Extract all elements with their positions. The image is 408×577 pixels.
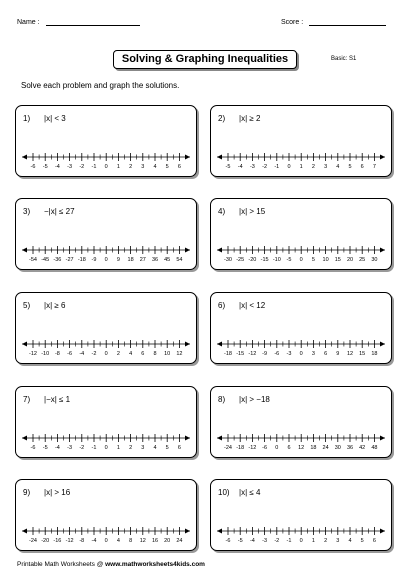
tick-label: 2: [311, 164, 315, 170]
footer: [17, 561, 205, 568]
arrow-right-icon: [380, 529, 385, 534]
tick-label: 4: [153, 164, 157, 170]
tick-label: 0: [104, 257, 108, 263]
number-line[interactable]: [211, 106, 393, 178]
tick-label: -10: [41, 351, 50, 357]
tick-label: -8: [54, 351, 60, 357]
problem-inequality: |x| ≥ 2: [239, 114, 261, 123]
tick-label: -6: [30, 445, 36, 451]
arrow-right-icon: [380, 436, 385, 441]
tick-label: 6: [360, 164, 364, 170]
tick-label: -5: [286, 257, 292, 263]
problem-card: [210, 386, 392, 458]
tick-label: 9: [336, 351, 340, 357]
tick-label: 5: [360, 538, 364, 544]
arrow-right-icon: [380, 248, 385, 253]
tick-label: 2: [116, 351, 120, 357]
tick-label: 42: [359, 445, 366, 451]
problem-number: 4): [218, 207, 226, 216]
tick-label: 1: [311, 538, 315, 544]
tick-label: 3: [324, 164, 328, 170]
tick-label: 0: [287, 164, 291, 170]
tick-label: 25: [359, 257, 366, 263]
problem-number: 1): [23, 114, 31, 123]
tick-label: 1: [116, 445, 120, 451]
arrow-right-icon: [185, 436, 190, 441]
tick-label: -15: [260, 257, 269, 263]
level-badge: Basic: S1: [331, 56, 357, 62]
tick-label: 0: [104, 445, 108, 451]
tick-label: 12: [346, 351, 354, 357]
tick-label: -6: [30, 164, 36, 170]
tick-label: 0: [299, 351, 303, 357]
tick-label: -24: [224, 445, 232, 451]
tick-label: -1: [91, 445, 97, 451]
tick-label: 24: [322, 445, 329, 451]
tick-label: -4: [54, 164, 60, 170]
tick-label: 6: [177, 445, 181, 451]
problem-inequality: |x| < 3: [44, 114, 66, 123]
tick-label: -20: [248, 257, 257, 263]
problem-card: [15, 105, 197, 177]
problem-inequality: |x| > 16: [44, 488, 71, 497]
number-line[interactable]: [211, 199, 393, 271]
tick-label: 12: [139, 538, 146, 544]
problem-inequality: |−x| ≤ 1: [44, 395, 71, 404]
arrow-left-icon: [217, 436, 222, 441]
tick-label: 10: [322, 257, 329, 263]
problem-number: 2): [218, 114, 226, 123]
tick-label: 3: [141, 445, 145, 451]
tick-label: -3: [286, 351, 292, 357]
tick-label: -4: [54, 445, 60, 451]
tick-label: 4: [116, 538, 120, 544]
number-line[interactable]: [16, 480, 198, 552]
arrow-left-icon: [22, 436, 27, 441]
number-line[interactable]: [16, 293, 198, 365]
tick-label: -3: [249, 164, 255, 170]
tick-label: 45: [164, 257, 171, 263]
arrow-left-icon: [22, 155, 27, 160]
tick-label: -2: [262, 164, 268, 170]
problem-number: 6): [218, 301, 226, 310]
number-line[interactable]: [16, 387, 198, 459]
tick-label: -4: [91, 538, 97, 544]
tick-label: -5: [42, 445, 48, 451]
arrow-left-icon: [22, 342, 27, 347]
tick-label: 1: [299, 164, 303, 170]
arrow-left-icon: [22, 529, 27, 534]
tick-label: 6: [141, 351, 145, 357]
tick-label: 27: [139, 257, 146, 263]
tick-label: 18: [310, 445, 317, 451]
tick-label: 3: [336, 538, 340, 544]
tick-label: -12: [65, 538, 74, 544]
problem-card: [15, 198, 197, 270]
tick-label: -30: [224, 257, 232, 263]
tick-label: -12: [248, 445, 257, 451]
tick-label: -12: [29, 351, 37, 357]
tick-label: -20: [41, 538, 50, 544]
tick-label: 30: [334, 445, 341, 451]
problem-card: [210, 198, 392, 270]
tick-label: -6: [225, 538, 231, 544]
tick-label: -6: [274, 351, 280, 357]
tick-label: 6: [177, 164, 181, 170]
tick-label: 10: [164, 351, 171, 357]
arrow-left-icon: [22, 248, 27, 253]
tick-label: 36: [346, 445, 354, 451]
tick-label: -45: [41, 257, 50, 263]
tick-label: 20: [346, 257, 354, 263]
tick-label: 18: [371, 351, 378, 357]
tick-label: -18: [77, 257, 86, 263]
problem-inequality: |x| > −18: [239, 395, 270, 404]
tick-label: -18: [236, 445, 245, 451]
tick-label: 15: [334, 257, 341, 263]
arrow-left-icon: [217, 248, 222, 253]
tick-label: -1: [286, 538, 292, 544]
problem-number: 3): [23, 207, 31, 216]
tick-label: 16: [151, 538, 159, 544]
tick-label: 12: [298, 445, 305, 451]
number-line[interactable]: [211, 387, 393, 459]
instructions: Solve each problem and graph the solutions.: [21, 81, 180, 90]
problem-number: 7): [23, 395, 31, 404]
tick-label: 7: [372, 164, 376, 170]
tick-label: 24: [176, 538, 183, 544]
tick-label: 0: [299, 538, 303, 544]
arrow-right-icon: [380, 155, 385, 160]
tick-label: -3: [262, 538, 268, 544]
problem-inequality: |x| < 12: [239, 301, 266, 310]
tick-label: -2: [79, 164, 85, 170]
tick-label: -4: [249, 538, 255, 544]
tick-label: -2: [274, 538, 280, 544]
tick-label: 2: [129, 445, 133, 451]
tick-label: 6: [287, 445, 291, 451]
tick-label: 18: [127, 257, 134, 263]
tick-label: 15: [359, 351, 366, 357]
tick-label: 5: [348, 164, 352, 170]
problem-inequality: −|x| ≤ 27: [44, 207, 75, 216]
worksheet-title: Solving & Graphing Inequalities: [113, 50, 297, 69]
tick-label: -8: [79, 538, 85, 544]
problem-number: 10): [218, 488, 230, 497]
tick-label: 0: [104, 164, 108, 170]
score-label: Score :: [281, 19, 304, 26]
tick-label: -4: [237, 164, 243, 170]
tick-label: -16: [53, 538, 62, 544]
tick-label: 3: [311, 351, 315, 357]
tick-label: -24: [29, 538, 37, 544]
tick-label: 3: [141, 164, 145, 170]
number-line[interactable]: [211, 480, 393, 552]
tick-label: -3: [67, 164, 73, 170]
score-line[interactable]: [309, 17, 386, 26]
problem-card: [15, 386, 197, 458]
name-label: Name :: [17, 19, 40, 26]
footer-prefix: Printable Math Worksheets @: [17, 561, 106, 568]
problem-inequality: |x| ≤ 4: [239, 488, 261, 497]
tick-label: -15: [236, 351, 245, 357]
arrow-right-icon: [185, 342, 190, 347]
tick-label: 0: [275, 445, 279, 451]
problem-card: [210, 292, 392, 364]
tick-label: -4: [79, 351, 85, 357]
tick-label: -2: [79, 445, 85, 451]
tick-label: 4: [129, 351, 133, 357]
tick-label: -3: [67, 445, 73, 451]
name-line[interactable]: [46, 17, 140, 26]
tick-label: -27: [65, 257, 74, 263]
arrow-right-icon: [185, 529, 190, 534]
tick-label: -1: [274, 164, 280, 170]
footer-site: www.mathworksheets4kids.com: [105, 561, 205, 568]
tick-label: 6: [324, 351, 328, 357]
tick-label: 0: [299, 257, 303, 263]
tick-label: 4: [336, 164, 340, 170]
tick-label: 12: [176, 351, 183, 357]
arrow-left-icon: [217, 342, 222, 347]
tick-label: -5: [42, 164, 48, 170]
problem-card: [210, 105, 392, 177]
problem-card: [15, 292, 197, 364]
tick-label: -9: [262, 351, 268, 357]
tick-label: 20: [164, 538, 171, 544]
problem-number: 8): [218, 395, 226, 404]
tick-label: 8: [153, 351, 157, 357]
tick-label: 4: [153, 445, 157, 451]
tick-label: -54: [29, 257, 37, 263]
problem-card: [210, 479, 392, 551]
tick-label: -36: [53, 257, 62, 263]
tick-label: 0: [104, 351, 108, 357]
tick-label: 5: [311, 257, 315, 263]
tick-label: -9: [91, 257, 97, 263]
tick-label: -25: [236, 257, 245, 263]
arrow-right-icon: [185, 155, 190, 160]
tick-label: -18: [224, 351, 232, 357]
tick-label: -5: [237, 538, 243, 544]
tick-label: -6: [262, 445, 268, 451]
tick-label: 48: [371, 445, 378, 451]
number-line[interactable]: [211, 293, 393, 365]
tick-label: 0: [104, 538, 108, 544]
tick-label: -1: [91, 164, 97, 170]
tick-label: -6: [67, 351, 73, 357]
tick-label: 1: [116, 164, 120, 170]
tick-label: -5: [225, 164, 231, 170]
tick-label: 2: [324, 538, 328, 544]
tick-label: -10: [272, 257, 281, 263]
problem-number: 5): [23, 301, 31, 310]
tick-label: 2: [129, 164, 133, 170]
arrow-left-icon: [217, 155, 222, 160]
problem-card: [15, 479, 197, 551]
problem-number: 9): [23, 488, 31, 497]
tick-label: 9: [116, 257, 120, 263]
tick-label: 6: [372, 538, 376, 544]
number-line[interactable]: [16, 199, 198, 271]
problem-inequality: |x| ≥ 6: [44, 301, 66, 310]
tick-label: -2: [91, 351, 97, 357]
arrow-right-icon: [185, 248, 190, 253]
number-line[interactable]: [16, 106, 198, 178]
arrow-right-icon: [380, 342, 385, 347]
name-field: [17, 17, 140, 26]
arrow-left-icon: [217, 529, 222, 534]
tick-label: 4: [348, 538, 352, 544]
tick-label: 36: [151, 257, 159, 263]
score-field: [281, 17, 386, 26]
tick-label: 30: [371, 257, 378, 263]
tick-label: 8: [129, 538, 133, 544]
tick-label: -12: [248, 351, 257, 357]
tick-label: 5: [165, 164, 169, 170]
tick-label: 5: [165, 445, 169, 451]
problem-inequality: |x| > 15: [239, 207, 266, 216]
tick-label: 54: [176, 257, 183, 263]
